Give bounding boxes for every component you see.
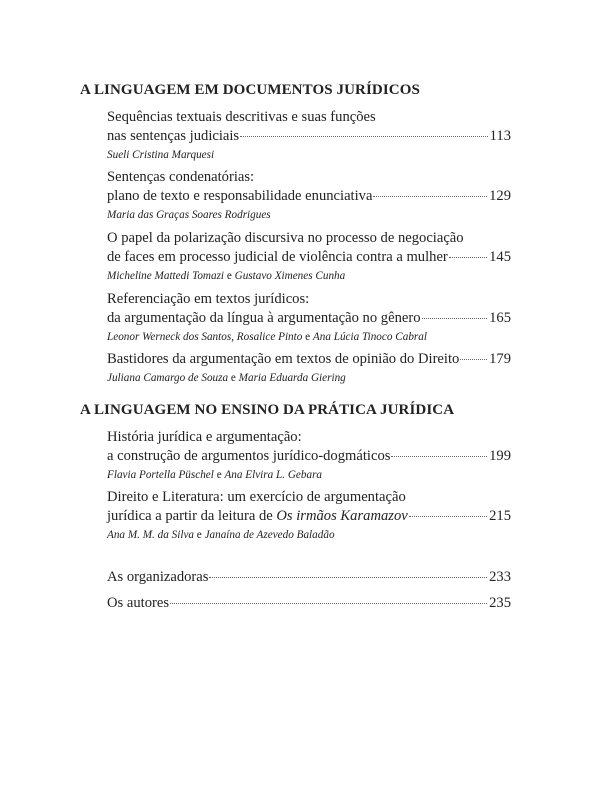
entry-title: plano de texto e responsabilidade enunciativa <box>107 188 373 204</box>
entry-author: Sueli Cristina Marquesi <box>107 149 215 161</box>
page-number: 165 <box>489 310 511 326</box>
page-number: 233 <box>489 569 511 585</box>
entry-title: de faces em processo judicial de violência contra a mulher <box>107 249 448 265</box>
page-number: 129 <box>489 188 511 204</box>
entry-author: Ana M. M. da Silva e Janaína de Azevedo Baladão <box>107 529 335 541</box>
dot-leader <box>460 359 487 360</box>
toc-entry[interactable] <box>107 168 511 224</box>
dot-leader <box>209 577 487 578</box>
toc-entry[interactable] <box>107 488 511 544</box>
toc-entry[interactable] <box>107 108 511 164</box>
page-number: 199 <box>489 448 511 464</box>
entry-title: História jurídica e argumentação: <box>107 429 302 445</box>
entry-title: Bastidores da argumentação em textos de opinião do Direito <box>107 351 460 367</box>
entry-title: jurídica a partir da leitura de Os irmãos Karamazov <box>107 508 408 524</box>
dot-leader <box>409 516 487 517</box>
entry-title: nas sentenças judiciais <box>107 128 240 144</box>
toc-entry[interactable] <box>107 229 511 285</box>
entry-title: Referenciação em textos jurídicos: <box>107 291 310 307</box>
dot-leader <box>449 257 487 258</box>
entry-title: O papel da polarização discursiva no processo de negociação <box>107 230 464 246</box>
page-number: 179 <box>489 351 511 367</box>
toc-entry[interactable] <box>107 428 511 484</box>
page-number: 215 <box>489 508 511 524</box>
entry-title: As organizadoras <box>107 569 209 585</box>
page-number: 145 <box>489 249 511 265</box>
entry-title: a construção de argumentos jurídico-dogmáticos <box>107 448 391 464</box>
entry-author: Juliana Camargo de Souza e Maria Eduarda Giering <box>107 372 346 384</box>
entry-title: Direito e Literatura: um exercício de argumentação <box>107 489 406 505</box>
dot-leader <box>240 136 488 137</box>
entry-title: da argumentação da língua à argumentação no gênero <box>107 310 421 326</box>
dot-leader <box>391 456 487 457</box>
book-title: Os irmãos Karamazov <box>276 508 408 524</box>
dot-leader <box>373 196 487 197</box>
entry-title: Sequências textuais descritivas e suas funções <box>107 109 376 125</box>
entry-author: Micheline Mattedi Tomazi e Gustavo Ximenes Cunha <box>107 270 346 282</box>
entry-author: Maria das Graças Soares Rodrigues <box>107 209 271 221</box>
section-title: A LINGUAGEM EM DOCUMENTOS JURÍDICOS <box>80 82 420 98</box>
entry-author: Leonor Werneck dos Santos, Rosalice Pinto e Ana Lúcia Tinoco Cabral <box>107 331 427 343</box>
toc-entry-authors[interactable] <box>107 594 511 613</box>
entry-author: Flavia Portella Püschel e Ana Elvira L. Gebara <box>107 469 323 481</box>
page-number: 235 <box>489 595 511 611</box>
entry-title: Os autores <box>107 595 170 611</box>
toc-entry[interactable] <box>107 290 511 346</box>
section-title: A LINGUAGEM NO ENSINO DA PRÁTICA JURÍDICA <box>80 402 455 418</box>
page-number: 113 <box>489 128 511 144</box>
entry-title: Sentenças condenatórias: <box>107 169 255 185</box>
dot-leader <box>422 318 488 319</box>
toc-entry[interactable] <box>107 350 511 387</box>
dot-leader <box>170 603 487 604</box>
toc-entry-organizers[interactable] <box>107 568 511 587</box>
